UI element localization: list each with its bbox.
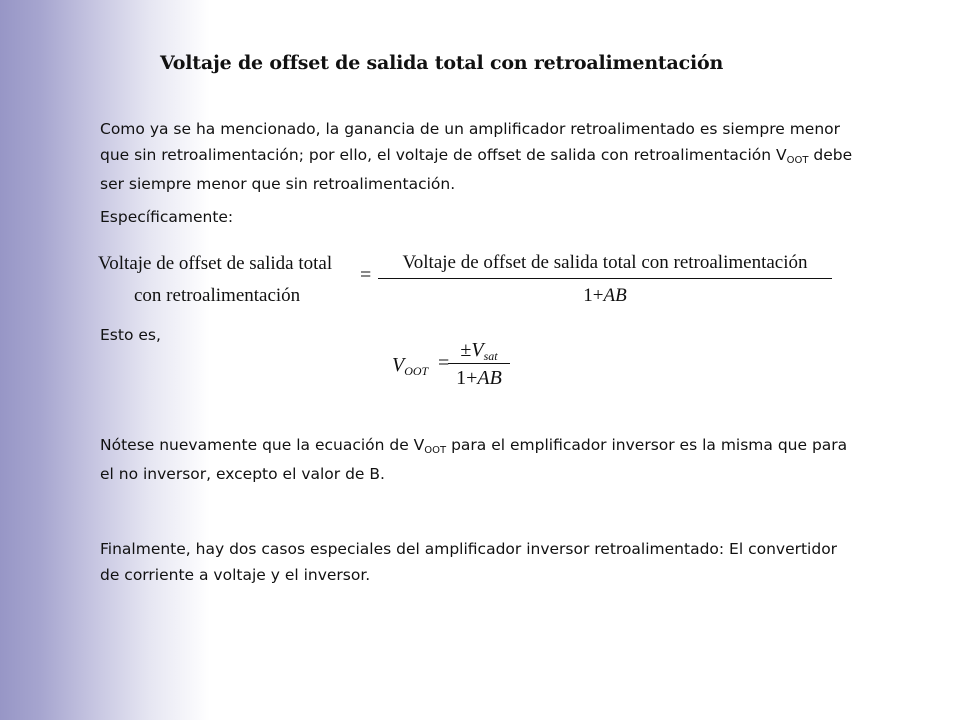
formula-2-plus-minus: ± (460, 339, 472, 361)
formula-1-left-line-1: Voltaje de offset de salida total (98, 253, 333, 274)
formula-1-numerator: Voltaje de offset de salida total con retroalimentación (402, 252, 808, 273)
formula-1-left-line-2: con retroalimentación (134, 285, 301, 306)
paragraph-esto-es: Esto es, (100, 326, 161, 344)
paragraph-note-text-b: para el emplificador inversor es la misma que para el no inversor, excepto el valor de B. (100, 436, 848, 483)
formula-1-fraction (378, 250, 832, 309)
slide-title: Voltaje de offset de salida total con retroalimentación (160, 52, 724, 74)
formula-2-num-sub: sat (483, 349, 498, 363)
formula-2-fraction-bar (448, 363, 510, 364)
formula-2-numerator (448, 338, 510, 362)
formula-2-lhs (392, 354, 428, 377)
formula-1-den-one-plus: 1+ (583, 285, 604, 306)
formula-2-num-v: V (471, 339, 484, 361)
formula-1-denominator (378, 283, 832, 309)
formula-2-lhs-v: V (392, 354, 405, 376)
formula-2-lhs-sub: OOT (404, 364, 429, 378)
formula-2-equals: = (438, 352, 450, 374)
paragraph-note (100, 432, 860, 487)
paragraph-intro-text-a: Como ya se ha mencionado, la ganancia de un amplificador retroalimentado es siempre menor que sin retroalimentación; por ello, el voltaje de offset de salida con retroalimentación V (100, 120, 841, 164)
formula-2-denominator (448, 366, 510, 390)
formula-2-fraction (448, 338, 510, 390)
paragraph-specifically: Específicamente: (100, 208, 234, 226)
formula-1-equals: = (360, 264, 372, 286)
formula-1-left-side (98, 248, 332, 312)
formula-1-den-ab: AB (603, 285, 627, 306)
paragraph-intro (100, 116, 860, 197)
paragraph-finally: Finalmente, hay dos casos especiales del amplificador inversor retroalimentado: El convertidor de corriente a voltaje y el inversor. (100, 540, 838, 584)
formula-2-den-ab: AB (477, 367, 502, 389)
subscript-oot: OOT (786, 155, 809, 166)
subscript-oot-2: OOT (424, 445, 447, 456)
formula-1-fraction-bar (378, 278, 832, 279)
formula-2-den-one-plus: 1+ (456, 367, 478, 389)
paragraph-note-text-a: Nótese nuevamente que la ecuación de V (100, 436, 425, 454)
paragraph-intro-text-b: debe ser siempre menor que sin retroalimentación. (100, 146, 853, 193)
